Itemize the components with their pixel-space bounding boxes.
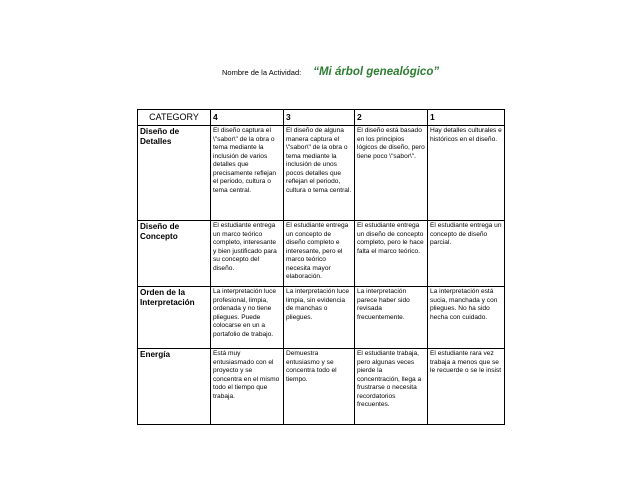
rubric-cell: El estudiante entrega un concepto de diseño parcial.	[428, 221, 505, 287]
rubric-cell: Está muy entusiasmado con el proyecto y se concentra en el mismo todo el tiempo que trabaja.	[211, 349, 284, 425]
criterion-cell: Diseño de Detalles	[138, 126, 211, 221]
rubric-row-diseno-concepto	[138, 221, 505, 287]
activity-name-label: Nombre de la Actividad:	[222, 68, 302, 77]
rubric-cell: El diseño de alguna manera captura el \"sabor\" de la obra o tema mediante la inclusión de unos pocos detalles que reflejan el periodo, cultura o tema central.	[284, 126, 355, 221]
activity-title: “Mi árbol genealógico”	[313, 66, 440, 78]
header-score-1: 1	[428, 110, 505, 126]
rubric-cell: Demuestra entusiasmo y se concentra todo el tiempo.	[284, 349, 355, 425]
rubric-row-orden-interpretacion	[138, 287, 505, 349]
header-category: CATEGORY	[138, 110, 211, 126]
rubric-cell: El estudiante rara vez trabaja a menos que se le recuerde o se le insist	[428, 349, 505, 425]
rubric-header-row	[138, 110, 505, 126]
header-score-3: 3	[284, 110, 355, 126]
header-score-2: 2	[355, 110, 428, 126]
rubric-cell: El estudiante trabaja, pero algunas veces pierde la concentración, llega a frustrarse o necesita recordatorios frecuentes.	[355, 349, 428, 425]
rubric-cell: La interpretación parece haber sido revisada frecuentemente.	[355, 287, 428, 349]
rubric-cell: El estudiante entrega un diseño de concepto completo, pero le hace falta el marco teórico.	[355, 221, 428, 287]
rubric-cell: La interpretación está sucia, manchada y con pliegues. No ha sido hecha con cuidado.	[428, 287, 505, 349]
activity-header	[222, 66, 439, 78]
criterion-cell: Orden de la Interpretación	[138, 287, 211, 349]
header-score-4: 4	[211, 110, 284, 126]
rubric-cell: La interpretación luce profesional, limpia, ordenada y no tiene pliegues. Puede colocarse en un a portafolio de trabajo.	[211, 287, 284, 349]
rubric-table	[137, 109, 505, 425]
rubric-cell: El estudiante entrega un concepto de diseño completo e interesante, pero el marco teórico necesita mayor elaboración.	[284, 221, 355, 287]
rubric-cell: El estudiante entrega un marco teórico completo, interesante y bien justificado para su concepto del diseño.	[211, 221, 284, 287]
rubric-row-energia	[138, 349, 505, 425]
rubric-cell: El diseño captura el \"sabor\" de la obra o tema mediante la inclusión de varios detalles que precisamente reflejan el periodo, cultura o tema central.	[211, 126, 284, 221]
criterion-cell: Energía	[138, 349, 211, 425]
criterion-cell: Diseño de Concepto	[138, 221, 211, 287]
rubric-row-diseno-detalles	[138, 126, 505, 221]
rubric-cell: Hay detalles culturales e históricos en el diseño.	[428, 126, 505, 221]
rubric-cell: La interpretación luce limpia, sin evidencia de manchas o pliegues.	[284, 287, 355, 349]
rubric-cell: El diseño está basado en los principios lógicos de diseño, pero tiene poco \"sabor\".	[355, 126, 428, 221]
